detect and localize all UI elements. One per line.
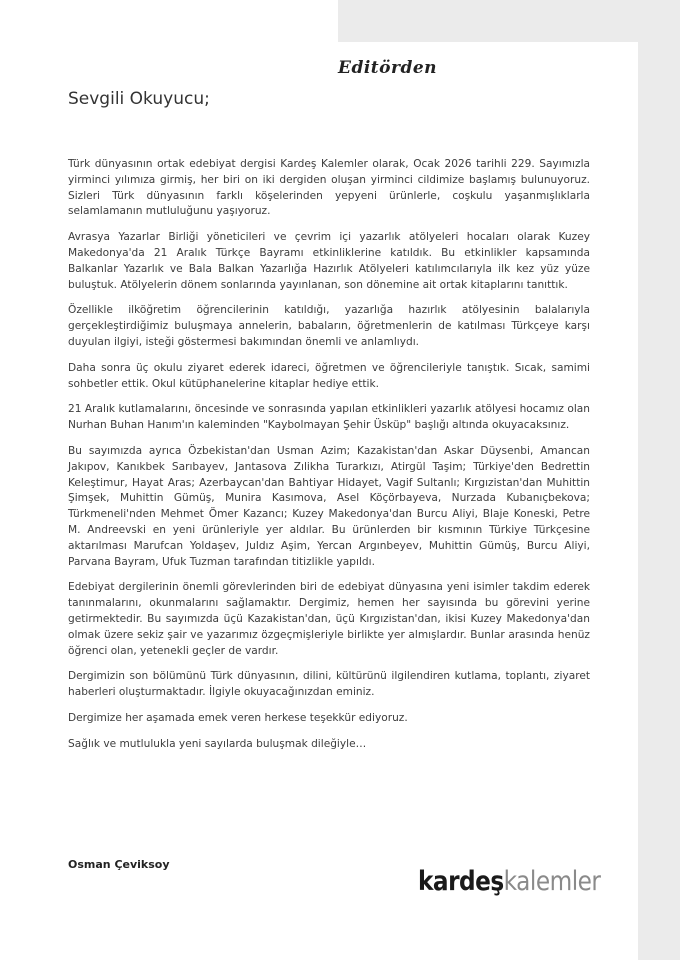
magazine-logo [418, 866, 600, 897]
author-signature: Osman Çeviksoy [68, 858, 170, 871]
letter-greeting: Sevgili Okuyucu; [68, 89, 210, 109]
paragraph: 21 Aralık kutlamalarını, öncesinde ve sonrasında yapılan etkinlikleri yazarlık atölyesi hocamız olan Nurhan Buhan Hanım'ın kaleminden "Kaybolmayan Şehir Üsküp" başlığı altında okuyacaksınız. [68, 403, 590, 432]
letter-body [68, 157, 590, 763]
paragraph: Daha sonra üç okulu ziyaret ederek idareci, öğretmen ve öğrencileriyle tanıştık. Sıcak, samimi sohbetler ettik. Okul kütüphanelerine kitaplar hediye ettik. [68, 361, 590, 390]
paragraph: Avrasya Yazarlar Birliği yöneticileri ve çevrim içi yazarlık atölyeleri hocaları olarak Kuzey Makedonya'da 21 Aralık Türkçe Bayramı etkinliklerine katıldık. Bu etkinlikler kapsamında Balkanlar Yazarlık ve Bala Balkan Yazarlığa Hazırlık Atölyeleri katılımcılarıyla ilk kez yüz yüze buluştuk. Atölyelerin dönem sonlarında yayınlanan, son dönemine ait ortak kitaplarını tanıttık. [68, 231, 590, 291]
logo-part-kardes: kardeş [418, 866, 504, 897]
section-title: Editörden [338, 58, 438, 78]
logo-part-kalemler: kalemler [503, 866, 601, 897]
paragraph: Sağlık ve mutlulukla yeni sayılarda buluşmak dileğiyle… [68, 737, 367, 750]
paragraph: Edebiyat dergilerinin önemli görevlerinden biri de edebiyat dünyasına yeni isimler takdim ederek tanınmalarını, okunmalarını sağlamaktır. Dergimiz, hemen her sayısında bu görevini yerine getirmektedir. Bu sayımızda üçü Kazakistan'dan, üçü Kırgızistan'dan, ikisi Kuzey Makedonya'dan olmak üzere sekiz şair ve yazarımız özgeçmişleriyle birlikte yer almışlardır. Bunlar arasında henüz öğrenci olan, yetenekli geçler de vardır. [68, 581, 590, 657]
paragraph: Özellikle ilköğretim öğrencilerinin katıldığı, yazarlığa hazırlık atölyesinin balalarıyla gerçekleştirdiğimiz buluşmaya annelerin, babaların, öğretmenlerin de katılması Türkçeye karşı duyulan ilgiyi, isteği göstermesi bakımından önemli ve anlamlıydı. [68, 304, 590, 348]
paragraph: Bu sayımızda ayrıca Özbekistan'dan Usman Azim; Kazakistan'dan Askar Düysenbi, Amancan Jakıpov, Kanıkbek Sarıbayev, Jantasova Zılikha Turarkızı, Atirgül Taşim; Türkiye'den Bedrettin Keleştimur, Hayat Aras; Azerbaycan'dan Bahtiyar Hidayet, Vagif Sultanlı; Kırgızistan'dan Muhittin Şimşek, Muhittin Gümüş, Munira Kasımova, Asel Köçörbayeva, Nurzada Kubanıçbekova; Türkmeneli'nden Mehmet Ömer Kazancı; Kuzey Makedonya'dan Burcu Aliyi, Blaje Koneski, Petre M. Andreevski en yeni ürünleriyle yer aldılar. Bu ürünlerden bir kısmının Türkiye Türkçesine aktarılması Marufcan Yoldaşev, Juldız Aşim, Yercan Argınbeyev, Muhittin Gümüş, Burcu Aliyi, Parvana Bayram, Ufuk Tuzman tarafından titizlikle yapıldı. [68, 444, 590, 568]
top-gray-band [338, 0, 680, 42]
paragraph: Dergimize her aşamada emek veren herkese teşekkür ediyoruz. [68, 711, 408, 724]
right-gray-margin [638, 0, 680, 960]
paragraph: Türk dünyasının ortak edebiyat dergisi Kardeş Kalemler olarak, Ocak 2026 tarihli 229. Sayımızla yirminci yılımıza girmiş, her biri on iki dergiden oluşan yirminci cildimize başlamış bulunuyoruz. Sizleri Türk dünyasının farklı köşelerinden yepyeni ürünlerle, coşkulu yaşanmışlıklarla selamlamanın mutluluğunu yaşıyoruz. [68, 158, 590, 218]
paragraph: Dergimizin son bölümünü Türk dünyasının, dilini, kültürünü ilgilendiren kutlama, toplantı, ziyaret haberleri oluşturmaktadır. İlgiyle okuyacağınızdan eminiz. [68, 670, 590, 699]
